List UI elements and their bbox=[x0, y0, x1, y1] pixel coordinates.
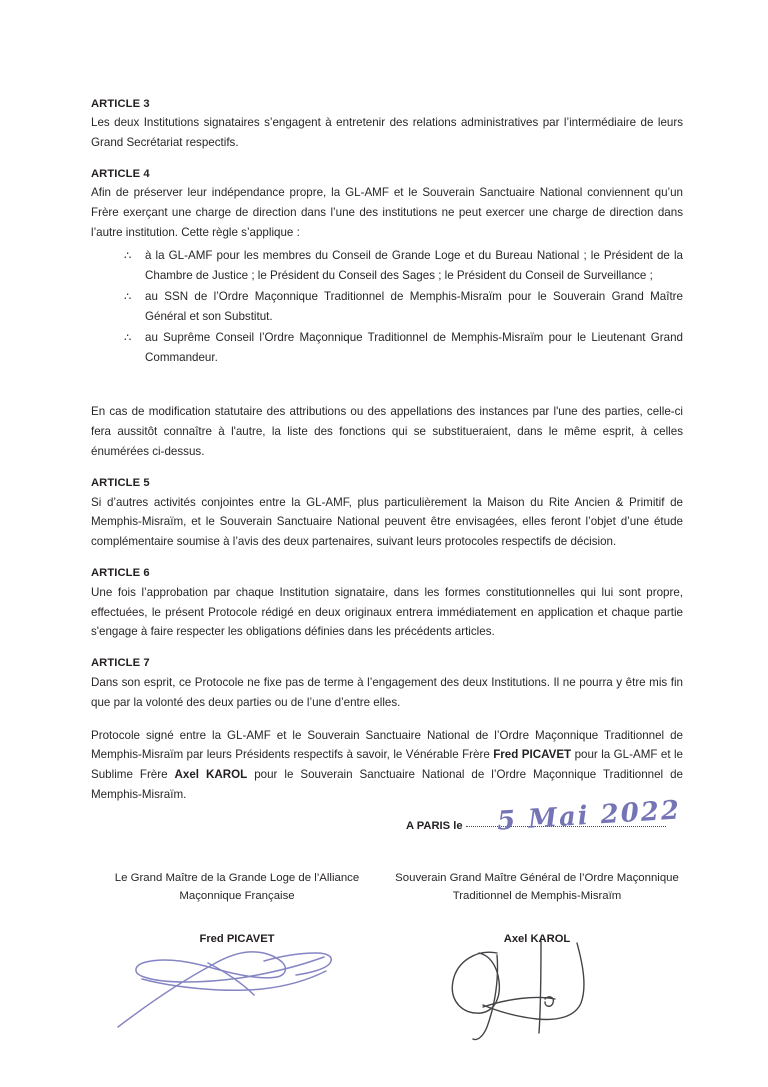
signature-mark-right bbox=[391, 945, 683, 1041]
list-item bbox=[91, 287, 683, 327]
article-5-heading: ARTICLE 5 bbox=[91, 477, 150, 490]
closing-part-1: Protocole signé entre la GL-AMF et le Souverain Sanctuaire National de l’Ordre Maçonnique Traditionnel de Memphis-Misraïm par leurs Présidents respectifs à savoir, le Vénérable Frère bbox=[91, 728, 683, 762]
closing-paragraph-section bbox=[91, 726, 683, 806]
signature-mark-left bbox=[91, 945, 383, 1041]
article-7-heading: ARTICLE 7 bbox=[91, 657, 150, 670]
signature-name-left: Fred PICAVET bbox=[199, 933, 275, 946]
article-4-body: Afin de préserver leur indépendance propre, la GL-AMF et le Souverain Sanctuaire National conviennent qu’un Frère exerçant une charge de direction dans l’une des institutions ne peut exercer une charge de direction dans l’autre institution. Cette règle s’applique : bbox=[91, 186, 683, 240]
article-5-section bbox=[91, 475, 683, 552]
signature-zone bbox=[91, 795, 683, 1041]
signature-columns bbox=[91, 870, 683, 1041]
list-item bbox=[91, 328, 683, 368]
closing-part-3: pour le Souverain Sanctuaire National de l’Ordre Maçonnique Traditionnel de Memphis-Misraïm. bbox=[91, 768, 683, 802]
therefore-icon: ∴ bbox=[124, 249, 132, 263]
handwritten-date: 5 Mai 2022 bbox=[496, 795, 682, 837]
article-5-body: Si d’autres activités conjointes entre la GL-AMF, plus particulièrement la Maison du Rite Ancien & Primitif de Memphis-Misraïm, et le Souverain Sanctuaire National peuvent être envisagées, elles feront l’objet d’une étude complémentaire soumise à l’avis des deux partenaires, suivant leurs protocoles respectifs de décision. bbox=[91, 495, 683, 549]
article-4-heading: ARTICLE 4 bbox=[91, 168, 150, 181]
article-7-section bbox=[91, 655, 683, 712]
document-body bbox=[91, 96, 683, 818]
signatory-name-karol: Axel KAROL bbox=[174, 768, 248, 782]
article-3-section bbox=[91, 96, 683, 153]
signature-block-left bbox=[91, 870, 391, 1041]
signature-block-right bbox=[391, 870, 683, 1041]
article-7-body: Dans son esprit, ce Protocole ne fixe pas de terme à l’engagement des deux Institutions. Il ne pourra y être mis fin que par la volonté des deux parties ou de l’une d’entre elles. bbox=[91, 675, 683, 709]
closing-paragraph bbox=[91, 726, 683, 806]
article-4-closing-paragraph: En cas de modification statutaire des attributions ou des appellations des instances par l'une des parties, celle-ci fera aussitôt connaître à l'autre, la liste des fonctions qui se substitueraient, dans le même esprit, à celles énumérées ci-dessus. bbox=[91, 404, 683, 459]
list-item bbox=[91, 246, 683, 286]
article-3-body: Les deux Institutions signataires s’engagent à entretenir des relations administratives par l’intermédiaire de leurs Grand Secrétariat respectifs. bbox=[91, 116, 683, 150]
list-item-text: à la GL-AMF pour les membres du Conseil de Grande Loge et du Bureau National ; le Président de la Chambre de Justice ; le Président du Conseil des Sages ; le Président du Conseil de Surveillance ; bbox=[145, 249, 683, 283]
list-item-text: au Suprême Conseil l’Ordre Maçonnique Traditionnel de Memphis-Misraïm pour le Lieutenant Grand Commandeur. bbox=[145, 330, 683, 364]
handwritten-signature-karol bbox=[437, 931, 637, 1041]
signature-title-left: Le Grand Maître de la Grande Loge de l’Alliance Maçonnique Française bbox=[114, 872, 360, 902]
article-4-section bbox=[91, 166, 683, 368]
therefore-icon: ∴ bbox=[124, 330, 132, 344]
closing-part-2: pour la GL-AMF et le Sublime Frère bbox=[91, 748, 683, 782]
article-6-section bbox=[91, 565, 683, 642]
therefore-icon: ∴ bbox=[124, 290, 132, 304]
signature-name-right: Axel KAROL bbox=[503, 933, 571, 946]
signature-title-right: Souverain Grand Maître Général de l’Ordre Maçonnique Traditionnel de Memphis-Misraïm bbox=[395, 872, 679, 902]
signatory-name-picavet: Fred PICAVET bbox=[493, 748, 572, 762]
article-3-heading: ARTICLE 3 bbox=[91, 98, 150, 110]
list-item-text: au SSN de l’Ordre Maçonnique Traditionnel de Memphis-Misraïm pour le Souverain Grand Maître Général et son Substitut. bbox=[145, 290, 683, 323]
article-6-heading: ARTICLE 6 bbox=[91, 567, 150, 580]
place-date-line bbox=[406, 795, 683, 837]
place-label: A PARIS le bbox=[406, 820, 463, 832]
article-4-closing-section bbox=[91, 402, 683, 463]
article-6-body: Une fois l’approbation par chaque Institution signataire, dans les formes constitutionnelles qui lui sont propre, effectuées, le présent Protocole rédigé en deux originaux entrera immédiatement en application et chaque partie s'engage à faire respecter les obligations définies dans les précédents articles. bbox=[91, 585, 683, 639]
handwritten-signature-picavet bbox=[112, 931, 362, 1031]
article-4-bullet-list bbox=[91, 246, 683, 368]
spacer bbox=[91, 373, 683, 383]
